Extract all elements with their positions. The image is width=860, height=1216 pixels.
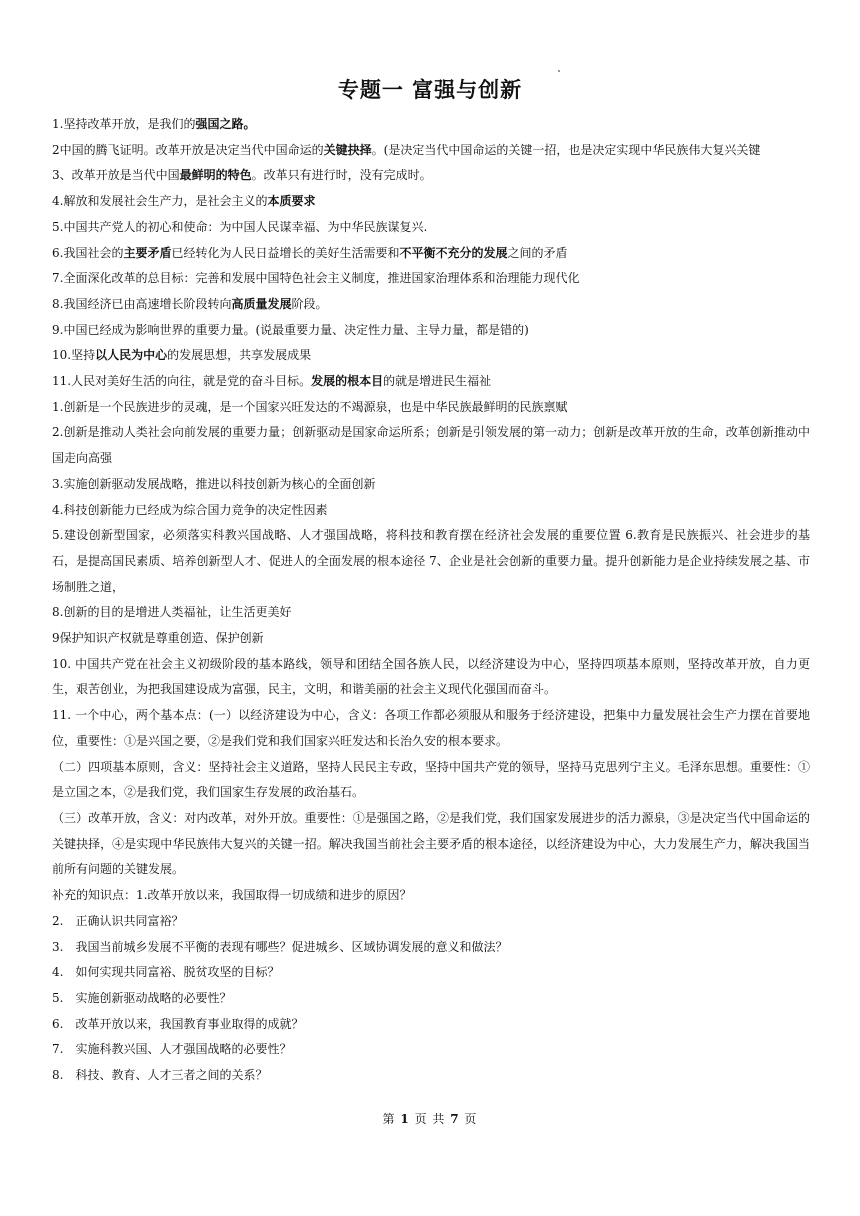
paragraph [52, 626, 810, 652]
text-span: 3. 我国当前城乡发展不平衡的表现有哪些？促进城乡、区域协调发展的意义和做法？ [52, 939, 508, 954]
paragraph [52, 523, 810, 600]
page-title: 专题一 富强与创新 [337, 78, 523, 102]
text-span: 6. 改革开放以来，我国教育事业取得的成就？ [52, 1016, 304, 1031]
paragraph [52, 215, 810, 241]
paragraph [52, 138, 810, 164]
paragraph [52, 266, 810, 292]
text-span: 9保护知识产权就是尊重创造、保护创新 [52, 631, 264, 646]
paragraph [52, 960, 810, 986]
paragraph [52, 472, 810, 498]
footer-page-number: 1 [400, 1112, 410, 1126]
paragraph [52, 343, 810, 369]
footer-mid: 页 共 [414, 1112, 446, 1126]
footer-suffix: 页 [464, 1112, 478, 1126]
paragraph [52, 909, 810, 935]
text-span: 阶段。 [291, 296, 328, 311]
text-span: 补充的知识点：1.改革开放以来，我国取得一切成绩和进步的原因？ [52, 888, 412, 903]
text-span: （三）改革开放，含义：对内改革，对外开放。重要性：①是强国之路，②是我们党，我们国家发展进步的活力源泉，③是决定当代中国命运的关键抉择，④是实现中华民族伟大复兴的关键一招。解决我国当前社会主要矛盾的根本途径，以经济建设为中心，大力发展生产力，解决我国当前所有问题的关键发展。 [52, 810, 810, 877]
paragraph [52, 369, 810, 395]
text-span: 1.创新是一个民族进步的灵魂，是一个国家兴旺发达的不竭源泉，也是中华民族最鲜明的民族禀赋 [52, 399, 568, 414]
text-span: 4. 如何实现共同富裕、脱贫攻坚的目标？ [52, 965, 280, 980]
text-span: 7.全面深化改革的总目标：完善和发展中国特色社会主义制度，推进国家治理体系和治理能力现代化 [52, 271, 580, 286]
text-span: 11.人民对美好生活的向往，就是党的奋斗目标。 [52, 374, 312, 389]
text-span: 10.坚持 [52, 348, 96, 363]
scan-dot [558, 70, 560, 72]
document-body [52, 112, 810, 1089]
bold-text: 高质量发展 [231, 296, 292, 311]
paragraph [52, 986, 810, 1012]
paragraph [52, 883, 810, 909]
text-span: 8.我国经济已由高速增长阶段转向 [52, 296, 232, 311]
text-span: 已经转化为人民日益增长的美好生活需要和 [171, 245, 400, 260]
text-span: 3.实施创新驱动发展战略，推进以科技创新为核心的全面创新 [52, 476, 376, 491]
paragraph [52, 318, 810, 344]
text-span: 1.坚持改革开放，是我们的 [52, 117, 196, 131]
paragraph [52, 935, 810, 961]
paragraph [52, 600, 810, 626]
text-span: 4.解放和发展社会生产力，是社会主义的 [52, 194, 268, 209]
text-span: 7. 实施科教兴国、人才强国战略的必要性？ [52, 1042, 292, 1057]
text-span: 4.科技创新能力已经成为综合国力竞争的决定性因素 [52, 502, 328, 517]
text-span: 。(是决定当代中国命运的关键一招，也是决定实现中华民族伟大复兴关键 [371, 142, 761, 157]
text-span: 8.创新的目的是增进人类福祉，让生活更美好 [52, 605, 292, 620]
bold-text: 以人民为中心 [95, 348, 168, 363]
bold-text: 发展的根本目 [311, 374, 384, 389]
page-footer [0, 1110, 860, 1127]
text-span: 2中国的腾飞证明。改革开放是决定当代中国命运的 [52, 142, 324, 157]
paragraph [52, 189, 810, 215]
paragraph [52, 1012, 810, 1038]
paragraph [52, 498, 810, 524]
paragraph [52, 755, 810, 806]
paragraph [52, 420, 810, 471]
paragraph [52, 1037, 810, 1063]
text-span: 2. 正确认识共同富裕？ [52, 913, 184, 928]
bold-text: 强国之路。 [195, 117, 256, 131]
text-span: 。改革只有进行时，没有完成时。 [251, 168, 432, 183]
text-span: 3、改革开放是当代中国 [52, 168, 180, 183]
text-span: 2.创新是推动人类社会向前发展的重要力量；创新驱动是国家命运所系；创新是引领发展的第一动力；创新是改革开放的生命，改革创新推动中国走向高强 [52, 425, 810, 466]
text-span: （二）四项基本原则，含义：坚持社会主义道路，坚持人民民主专政，坚持中国共产党的领导，坚持马克思列宁主义。毛泽东思想。重要性：①是立国之本，②是我们党，我们国家生存发展的政治基石。 [52, 759, 810, 800]
text-span: 10. 中国共产党在社会主义初级阶段的基本路线，领导和团结全国各族人民，以经济建设为中心，坚持四项基本原则，坚持改革开放，自力更生，艰苦创业，为把我国建设成为富强，民主，文明，和谐美丽的社会主义现代化强国而奋斗。 [52, 656, 810, 697]
text-span: 8. 科技、教育、人才三者之间的关系？ [52, 1068, 268, 1083]
bold-text: 不平衡不充分的发展 [399, 245, 508, 260]
text-span: 5. 实施创新驱动战略的必要性？ [52, 990, 232, 1005]
paragraph [52, 163, 810, 189]
paragraph [52, 395, 810, 421]
footer-total-pages: 7 [450, 1112, 460, 1126]
paragraph [52, 241, 810, 267]
text-span: 5.建设创新型国家，必须落实科教兴国战略、人才强国战略，将科技和教育摆在经济社会发展的重要位置 6.教育是民族振兴、社会进步的基石，是提高国民素质、培养创新型人才、促进人的全面发展的根本途径 7、企业是社会创新的重要力量。提升创新能力是企业持续发展之基、市场制胜之道， [52, 528, 810, 594]
paragraph [52, 806, 810, 883]
paragraph [52, 652, 810, 703]
text-span: 的就是增进民生福祉 [383, 374, 492, 389]
bold-text: 最鲜明的特色 [179, 168, 252, 183]
footer-prefix: 第 [382, 1112, 396, 1126]
paragraph [52, 292, 810, 318]
text-span: 11. 一个中心，两个基本点：(一）以经济建设为中心，含义：各项工作都必须服从和服务于经济建设，把集中力量发展社会生产力摆在首要地位，重要性：①是兴国之要，②是我们党和我们国家兴旺发达和长治久安的根本要求。 [52, 708, 810, 748]
bold-text: 本质要求 [267, 194, 316, 209]
text-span: 6.我国社会的 [52, 245, 124, 260]
paragraph [52, 703, 810, 754]
text-span: 5.中国共产党人的初心和使命：为中国人民谋幸福、为中华民族谋复兴. [52, 219, 428, 234]
text-span: 9.中国已经成为影响世界的重要力量。(说最重要力量、决定性力量、主导力量，都是错的) [52, 322, 529, 337]
text-span: 的发展思想，共享发展成果 [167, 348, 312, 363]
paragraph [52, 1063, 810, 1089]
bold-text: 关键抉择 [323, 142, 372, 157]
paragraph [52, 112, 810, 138]
text-span: 之间的矛盾 [507, 245, 568, 260]
bold-text: 主要矛盾 [123, 245, 172, 260]
